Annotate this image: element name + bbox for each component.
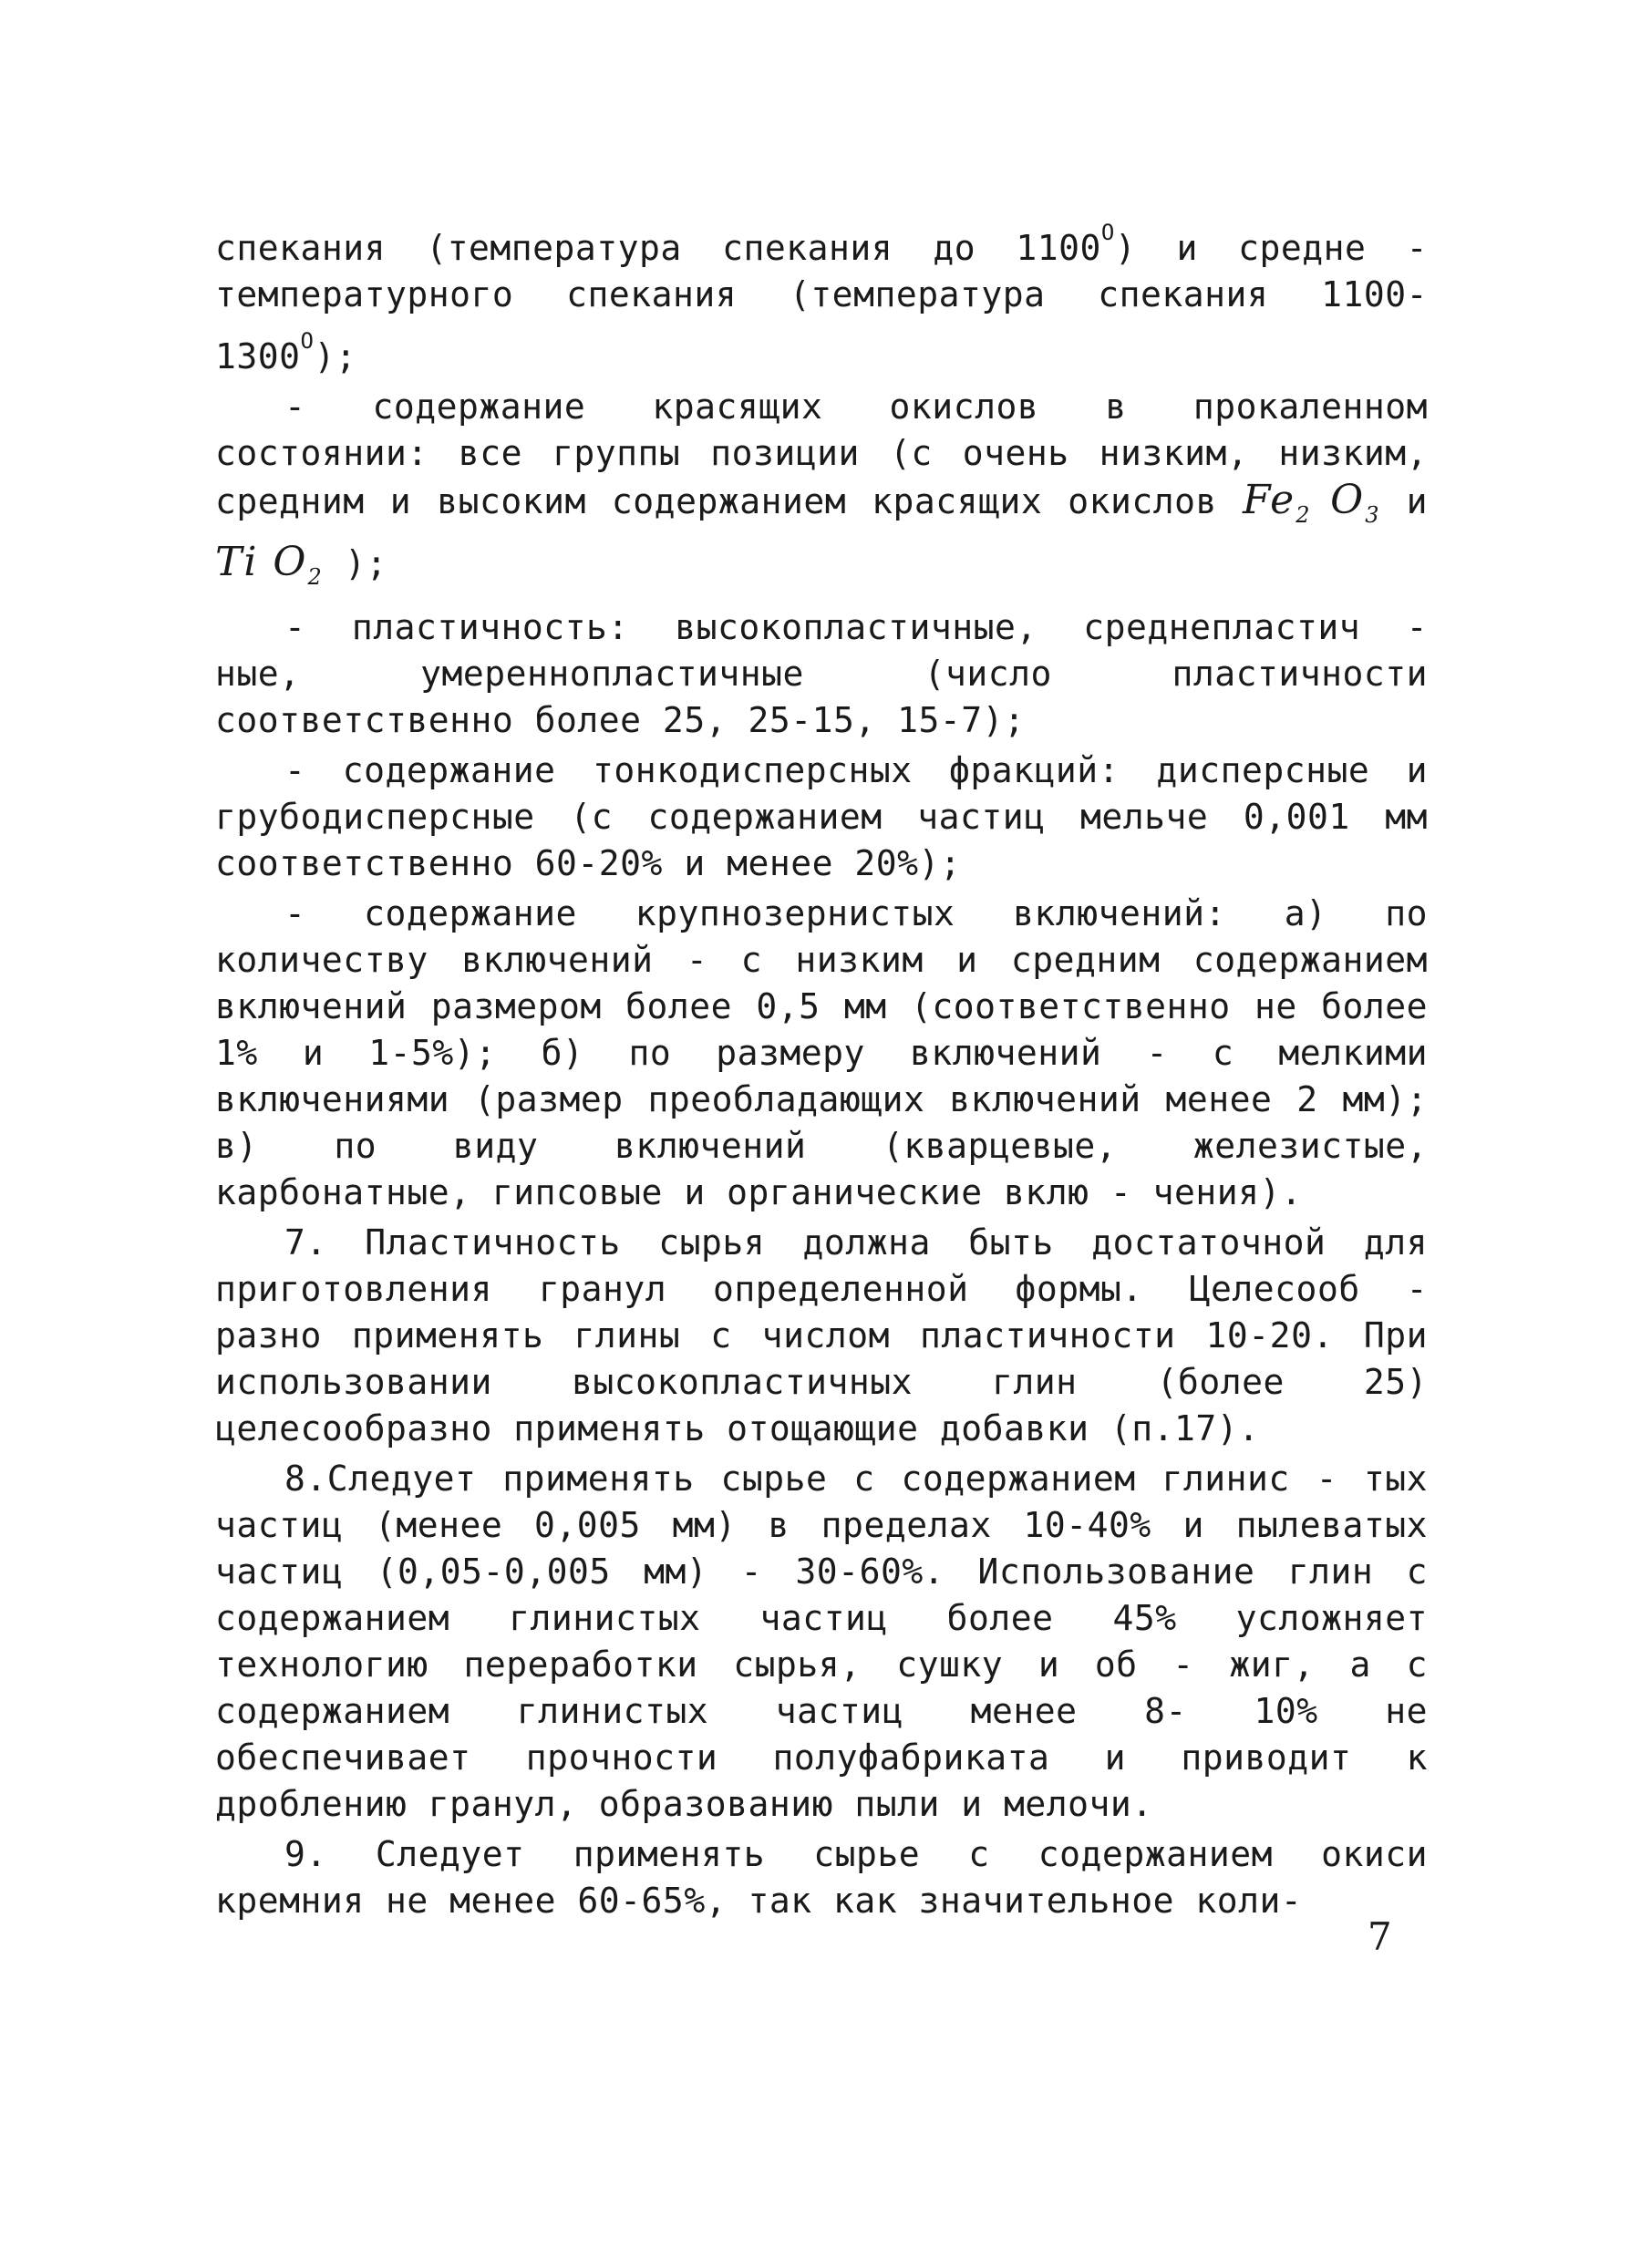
text-run: ); [323,542,387,583]
paragraph-fine-fractions: - содержание тонкодисперсных фракций: дисперсные и грубодисперсные (с содержанием частиц мельче 0,001 мм соответственно 60-20% и менее 20%); [215,749,1428,883]
paragraph-coloring-oxides [215,384,1428,601]
degree-mark: O [1100,220,1115,245]
paragraph-plasticity: - пластичность: высокопластичные, среднепластич - ные, умереннопластичные (число пластичности соответственно более 25, 25-15, 15-7); [215,606,1428,740]
text-run: ); [314,336,357,376]
text-run: и [1380,481,1429,521]
paragraph-7: 7. Пластичность сырья должна быть достаточной для приготовления гранул определенной формы. Целесооб - разно применять глины с числом пластичности 10-20. При использовании высокопластичных глин (более 25) целесообразно применять отощающие добавки (п.17). [215,1222,1428,1448]
paragraph-coarse-inclusions: - содержание крупнозернистых включений: а) по количеству включений - с низким и средним содержанием включений размером более 0,5 мм (соответственно не более 1% и 1-5%); б) по размеру включений - с мелкими включениями (размер преобладающих включений менее 2 мм); в) по виду включений (кварцевые, железистые, карбонатные, гипсовые и органические вклю - чения). [215,892,1428,1212]
handwritten-formula-tio2: Ti $O_2$ [215,538,324,590]
text-run: ) и средне - температурного спекания (температура спекания 1100-1300 [215,228,1428,376]
text-run: спекания (температура спекания до 1100 [215,228,1101,268]
body-text [215,210,1428,1924]
text-run: - содержание красящих окислов в прокаленном состоянии: все группы позиции (с очень низким, низким, средним и высоким содержанием красящих окислов [215,387,1428,521]
degree-mark: O [300,328,315,354]
handwritten-formula-fe2o3: $Fe_2$ $O_3$ [1243,477,1381,528]
paragraph-8: 8.Следует применять сырье с содержанием глинис - тых частиц (менее 0,005 мм) в пределах 10-40% и пылеватых частиц (0,05-0,005 мм) - 30-60%. Использование глин с содержанием глинистых частиц более 45% усложняет технологию переработки сырья, сушку и об - жиг, а с содержанием глинистых частиц менее 8- 10% не обеспечивает прочности полуфабриката и приводит к дроблению гранул, образованию пыли и мелочи. [215,1458,1428,1824]
page-number: 7 [1368,1914,1392,1959]
paragraph-9: 9. Следует применять сырье с содержанием окиси кремния не менее 60-65%, так как значительное коли- [215,1833,1428,1921]
paragraph-sintering [215,210,1428,380]
